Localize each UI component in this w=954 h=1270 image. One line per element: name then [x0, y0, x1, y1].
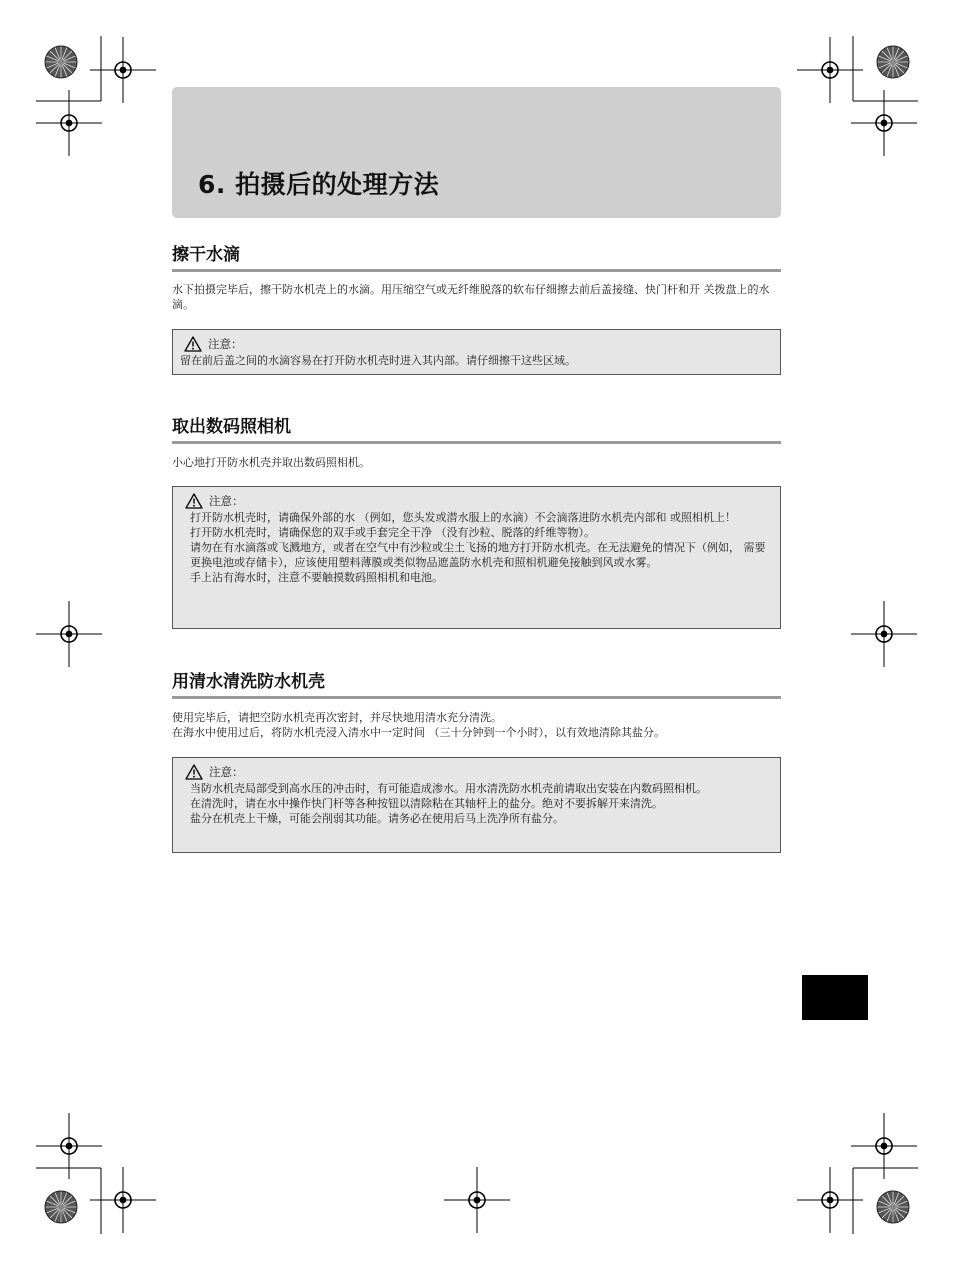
crosshair-registration-icon — [36, 601, 102, 667]
section-body-dry — [172, 282, 781, 312]
crosshair-registration-icon — [851, 1113, 917, 1179]
page-title: 6. 拍摄后的处理方法 — [198, 170, 440, 199]
caution-label: 注意： — [209, 764, 244, 779]
title-banner — [172, 87, 781, 218]
crosshair-registration-icon — [851, 601, 917, 667]
section-heading-rinse: 用清水清洗防水机壳 — [172, 671, 781, 699]
caution-header — [173, 487, 780, 510]
section-body-remove — [172, 455, 781, 470]
warning-triangle-icon — [185, 493, 203, 509]
caution-header — [173, 330, 780, 353]
caution-box-remove — [172, 486, 781, 629]
caution-line: 打开防水机壳时，请确保外部的水 （例如，您头发或潜水服上的水滴）不会滴落进防水机壳内部和 或照相机上！ — [190, 511, 736, 524]
caution-box-dry — [172, 329, 781, 375]
caution-line: 在清洗时，请在水中操作快门杆等各种按钮以清除粘在其轴杆上的盐分。绝对不要拆解开来清洗。 — [190, 797, 663, 810]
crosshair-registration-icon — [36, 1113, 102, 1179]
caution-label: 注意： — [208, 336, 243, 351]
crosshair-registration-icon — [851, 90, 917, 156]
warning-triangle-icon — [185, 764, 203, 780]
warning-triangle-icon — [184, 336, 202, 352]
caution-box-rinse — [172, 757, 781, 853]
section-heading-remove: 取出数码照相机 — [172, 416, 781, 444]
body-paragraph: 使用完毕后，请把空防水机壳再次密封，并尽快地用清水充分清洗。 — [172, 711, 502, 724]
caution-line: 留在前后盖之间的水滴容易在打开防水机壳时进入其内部。请仔细擦干这些区域。 — [180, 354, 576, 367]
starburst-target-icon — [45, 46, 77, 78]
crosshair-registration-icon — [90, 37, 156, 103]
crosshair-registration-icon — [444, 1167, 510, 1233]
caution-header — [173, 758, 780, 781]
crosshair-registration-icon — [90, 1167, 156, 1233]
starburst-target-icon — [877, 46, 909, 78]
caution-line: 请勿在有水滴落或飞溅地方，或者在空气中有沙粒或尘土飞扬的地方打开防水机壳。在无法避免的情况下（例如， 需要更换电池或存储卡），应该使用塑料薄膜或类似物品遮盖防水机壳和照相机避免接触到风或水雾。 — [190, 541, 766, 569]
section-body-rinse — [172, 710, 781, 740]
body-paragraph: 在海水中使用过后，将防水机壳浸入清水中一定时间 （三十分钟到一个小时），以有效地清除其盐分。 — [172, 726, 665, 739]
starburst-target-icon — [877, 1191, 909, 1223]
chapter-tab — [802, 975, 868, 1020]
starburst-target-icon — [45, 1191, 77, 1223]
caution-line: 手上沾有海水时，注意不要触摸数码照相机和电池。 — [190, 571, 443, 584]
caution-line: 盐分在机壳上干燥，可能会削弱其功能。请务必在使用后马上洗净所有盐分。 — [190, 812, 564, 825]
caution-line: 打开防水机壳时，请确保您的双手或手套完全干净 （没有沙粒、脱落的纤维等物）。 — [190, 526, 595, 539]
caution-label: 注意： — [209, 493, 244, 508]
caution-line: 当防水机壳局部受到高水压的冲击时，有可能造成渗水。用水清洗防水机壳前请取出安装在内数码照相机。 — [190, 782, 707, 795]
body-paragraph: 水下拍摄完毕后，擦干防水机壳上的水滴。用压缩空气或无纤维脱落的软布仔细擦去前后盖接缝、快门杆和开 关拨盘上的水滴。 — [172, 283, 770, 311]
crosshair-registration-icon — [36, 90, 102, 156]
body-paragraph: 小心地打开防水机壳并取出数码照相机。 — [172, 456, 370, 469]
section-heading-dry: 擦干水滴 — [172, 244, 781, 272]
